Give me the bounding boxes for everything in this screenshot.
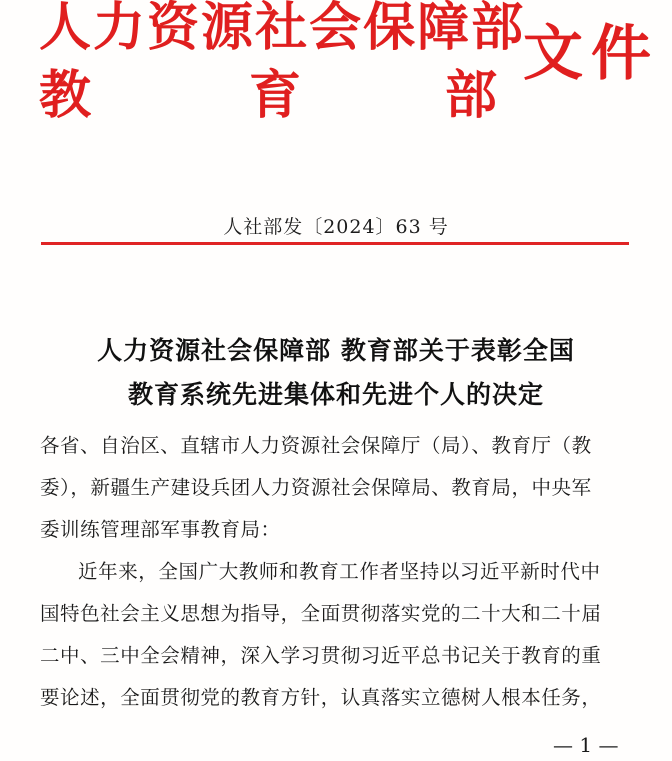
body-line-5: 国特色社会主义思想为指导，全面贯彻落实党的二十大和二十届	[40, 602, 602, 625]
document-word: 文件	[523, 19, 659, 89]
title-line-2: 教育系统先进集体和先进个人的决定	[127, 380, 544, 409]
issuer-line-2-char-1: 教	[39, 65, 92, 126]
red-header	[0, 0, 672, 180]
issuer-line-1-text: 人 力 资 源 社 会 保 障 部	[39, 0, 526, 58]
issuer-line-2-char-3: 部	[445, 65, 498, 126]
body-line-3: 委训练管理部军事教育局：	[40, 518, 281, 541]
issuer-line-1	[39, 0, 526, 58]
title-line-1: 人力资源社会保障部 教育部关于表彰全国	[97, 336, 575, 365]
body-line-1: 各省、自治区、直辖市人力资源社会保障厅（局）、教育厅（教	[40, 434, 592, 457]
page-number: — 1 —	[553, 733, 619, 757]
body-line-7: 要论述，全面贯彻党的教育方针，认真落实立德树人根本任务，	[40, 686, 602, 709]
body-line-2: 委），新疆生产建设兵团人力资源社会保障局、教育局，中央军	[40, 476, 592, 499]
body-line-4: 近年来，全国广大教师和教育工作者坚持以习近平新时代中	[78, 560, 601, 583]
issuer-line-2-char-2: 育	[249, 65, 302, 126]
document-number: 人社部发〔2024〕63 号	[223, 216, 449, 238]
red-divider-line	[41, 242, 629, 245]
body-line-6: 二中、三中全会精神，深入学习贯彻习近平总书记关于教育的重	[40, 644, 602, 667]
